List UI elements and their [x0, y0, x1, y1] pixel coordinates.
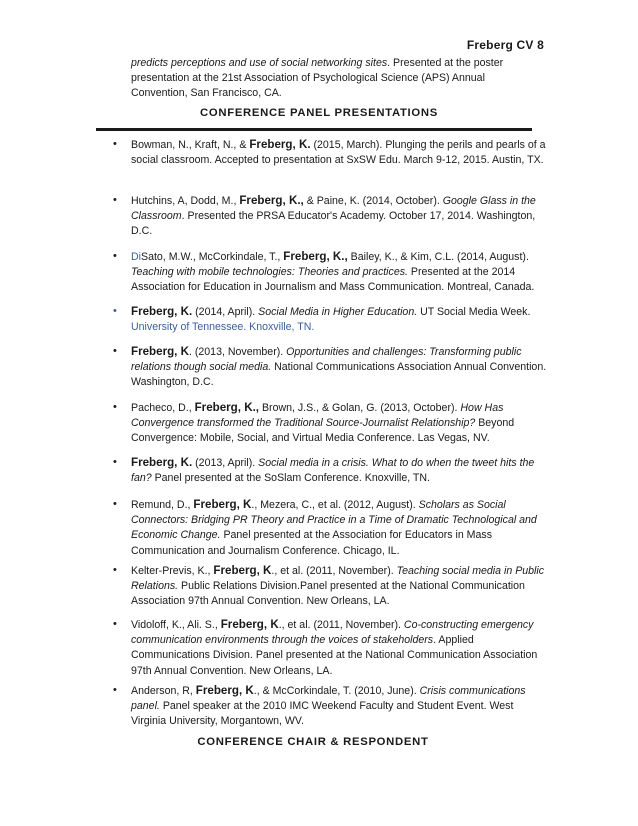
entry-title: How Has Convergence transformed the Traditional Source-Journalist Relationship?: [131, 402, 504, 430]
entry-title: Social Media in Higher Education.: [258, 306, 418, 318]
intro-italic: predicts perceptions and use of social networking sites: [131, 57, 388, 69]
entry-title: Social media in a crisis. What to do when the tweet hits the fan?: [131, 457, 535, 485]
bullet: •: [113, 498, 117, 510]
entry-text: [131, 304, 551, 335]
entry-text: [131, 249, 551, 296]
entry-authors: Kelter-Previs, K.,: [131, 565, 214, 577]
bullet: •: [113, 564, 117, 576]
author-name: Freberg, K: [193, 498, 252, 511]
bullet: •: [113, 194, 117, 206]
entry-venue: UT Social Media Week.: [417, 306, 531, 318]
entry-text: [131, 683, 551, 730]
entry-title: Opportunities and challenges: Transforming public relations though social media.: [131, 346, 522, 374]
entry-details: Brown, J.S., & Golan, G. (2013, October).: [259, 402, 461, 414]
entry-venue: Panel presented at the Association for Educators in Mass Communication and Journalism Conference. Chicago, IL.: [131, 529, 492, 557]
author-name: Freberg, K: [213, 564, 272, 577]
author-name: Freberg, K: [220, 618, 279, 631]
entry-details: (2015, March). Plunging the perils and pearls of a social classroom. Accepted to presentation at SxSW Edu. March 9-12, 2015. Austin, TX.: [131, 139, 546, 167]
intro-continuation: [131, 56, 531, 102]
page-header: Freberg CV 8: [466, 38, 544, 52]
entry-title: Teaching with mobile technologies: Theories and practices.: [131, 266, 408, 279]
entry-venue: Panel presented at the SoSlam Conference. Knoxville, TN.: [151, 472, 430, 485]
entry-title: Co-constructing emergency communication environments through the voices of stakeholders: [131, 619, 534, 647]
bullet: •: [113, 456, 117, 468]
section-divider: [96, 128, 532, 131]
entry-venue: Public Relations Division.Panel presented at the National Communication Association 97th Annual Convention. New Orleans, LA.: [131, 580, 525, 608]
entry-authors: Vidoloff, K., Ali. S.,: [131, 619, 221, 631]
author-name: Freberg, K.,: [239, 194, 304, 207]
entry-text: [131, 617, 551, 679]
entry-text: [131, 455, 551, 486]
section-title-panel: CONFERENCE PANEL PRESENTATIONS: [200, 107, 438, 119]
bullet: •: [113, 138, 117, 150]
entry-text: [131, 193, 551, 240]
entry-text: [131, 137, 551, 168]
entry-details: . (2013, November).: [188, 346, 287, 358]
entry-authors: Remund, D.,: [131, 499, 194, 511]
entry-venue: National Communications Association Annual Convention. Washington, D.C.: [131, 361, 547, 389]
section-title-chair: CONFERENCE CHAIR & RESPONDENT: [197, 736, 429, 748]
bullet: •: [113, 250, 117, 262]
entry-details: ., et al. (2011, November).: [278, 619, 404, 631]
author-name: Freberg, K: [131, 345, 189, 358]
bullet: •: [113, 345, 117, 357]
entry-venue: . Applied Communications Division. Panel presented at the National Communication Association 97th Annual Convention. New Orleans, LA.: [131, 634, 538, 677]
author-name: Freberg, K: [195, 684, 254, 697]
entry-details: ., et al. (2011, November).: [271, 565, 397, 577]
entry-details: ., Mezera, C., et al. (2012, August).: [251, 499, 419, 511]
entry-details: & Paine, K. (2014, October).: [303, 195, 443, 207]
intro-text: . Presented at the poster presentation at the 21st Association of Psychological Science (APS) Annual Convention, San Francisco, CA.: [131, 57, 504, 100]
bullet: •: [113, 684, 117, 696]
entry-title: Teaching social media in Public Relations.: [131, 565, 545, 593]
entry-venue-link: University of Tennessee. Knoxville, TN.: [131, 321, 315, 334]
entry-title: Google Glass in the Classroom: [131, 195, 536, 223]
entry-venue: Panel speaker at the 2010 IMC Weekend Faculty and Student Event. West Virginia University, Morgantown, WV.: [131, 700, 514, 728]
entry-details: ., & McCorkindale, T. (2010, June).: [253, 685, 420, 697]
entry-details: Bailey, K., & Kim, C.L. (2014, August).: [347, 251, 529, 263]
bullet: •: [113, 401, 117, 413]
entry-authors: Hutchins, A, Dodd, M.,: [131, 195, 240, 207]
entry-title: Crisis communications panel.: [131, 685, 526, 713]
entry-authors: Bowman, N., Kraft, N., &: [131, 139, 250, 151]
bullet: •: [113, 618, 117, 630]
entry-venue: Beyond Convergence: Mobile, Social, and Virtual Media Conference. Las Vegas, NV.: [131, 417, 515, 445]
author-name: Freberg, K.: [131, 456, 193, 469]
entry-text: [131, 563, 551, 610]
entry-authors: Anderson, R,: [131, 685, 196, 697]
author-name: Freberg, K.: [249, 138, 311, 151]
entry-details: (2014, April).: [192, 306, 259, 318]
entry-venue: . Presented the PRSA Educator's Academy. October 17, 2014. Washington, D.C.: [131, 210, 536, 238]
author-name: Freberg, K.,: [283, 250, 348, 263]
author-name: Freberg, K.,: [194, 401, 260, 414]
entry-authors: Pacheco, D.,: [131, 402, 195, 414]
entry-authors-link: Di: [131, 251, 142, 263]
entry-details: (2013, April).: [192, 457, 259, 469]
entry-authors: Sato, M.W., McCorkindale, T.,: [141, 251, 284, 263]
entry-text: [131, 400, 551, 447]
entry-title: Scholars as Social Connectors: Bridging PR Theory and Practice in a Time of Dramatic Technological and Economic Change.: [131, 499, 537, 542]
entry-venue: Presented at the 2014 Association for Education in Journalism and Mass Communication. Montreal, Canada.: [131, 266, 535, 294]
entry-text: [131, 344, 551, 391]
bullet: •: [113, 305, 117, 317]
author-name: Freberg, K.: [131, 305, 193, 318]
entry-text: [131, 497, 551, 559]
